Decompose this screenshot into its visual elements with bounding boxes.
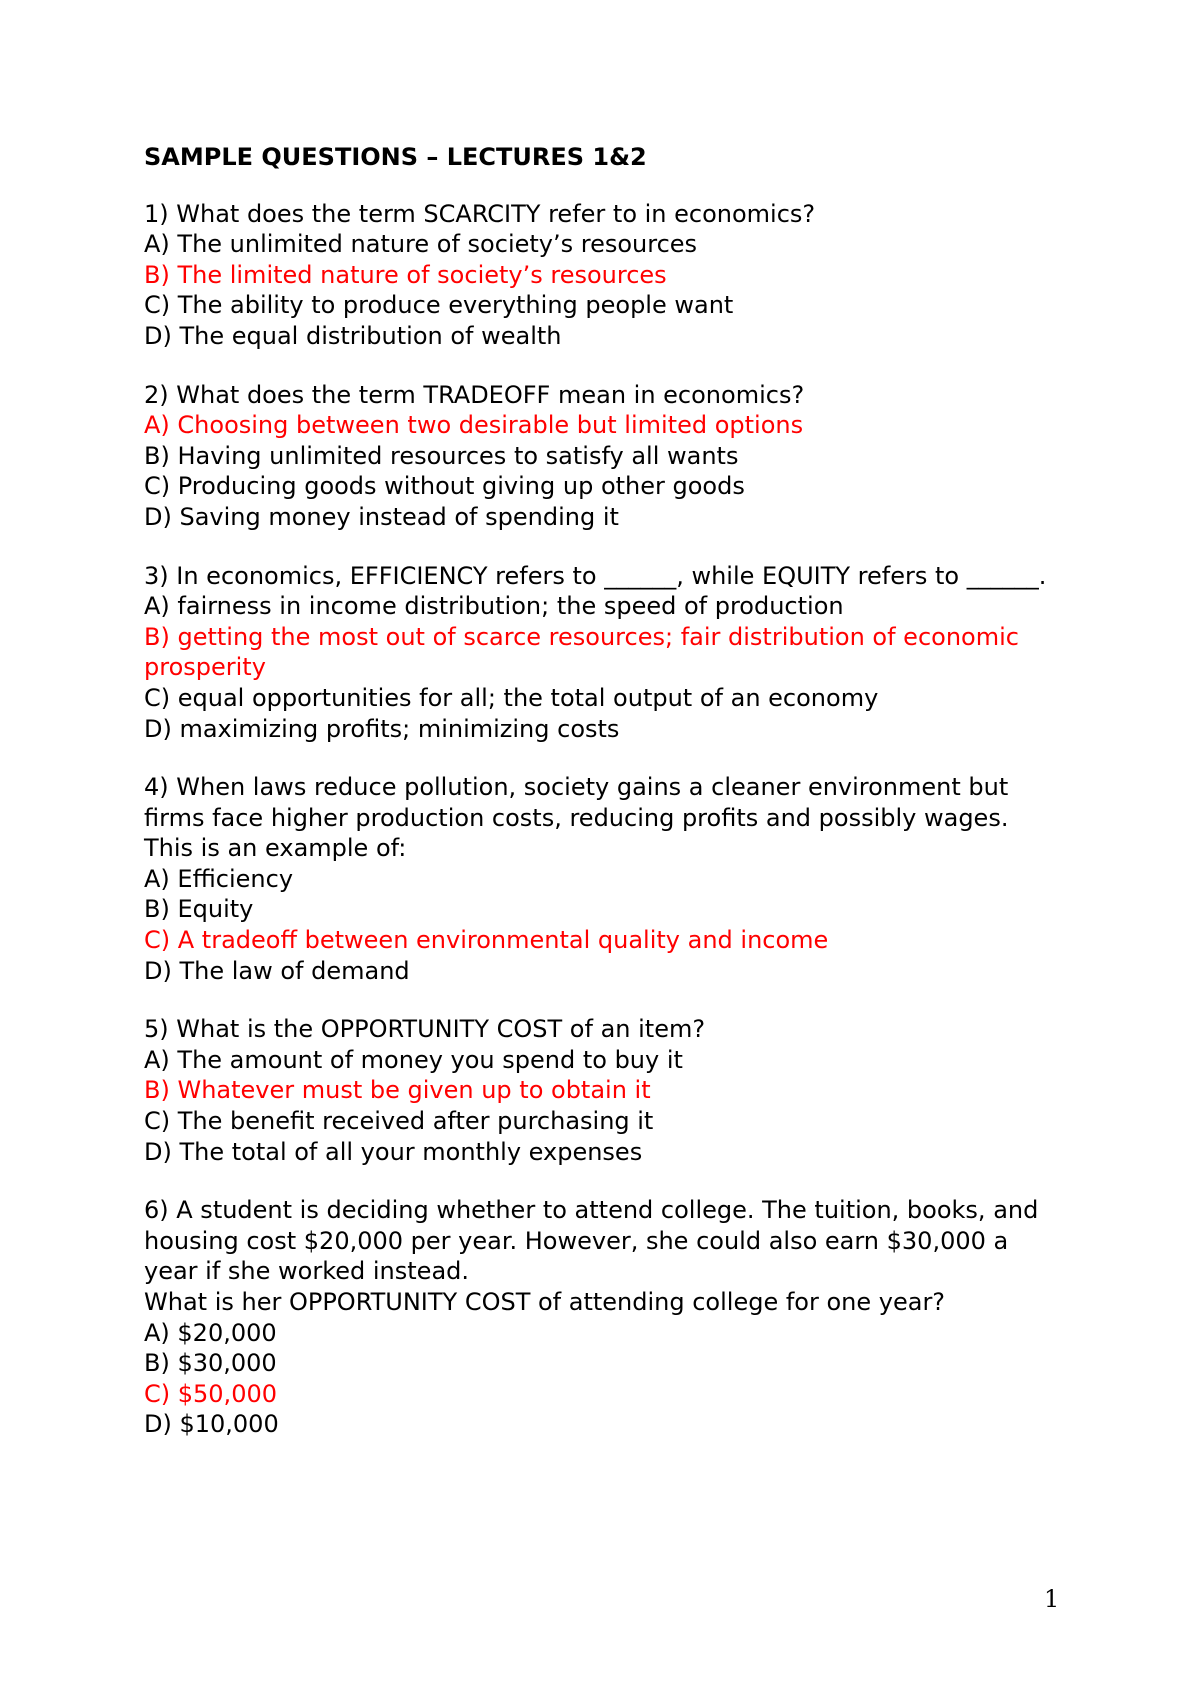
answer-option-c: C) The benefit received after purchasing it: [144, 1107, 654, 1136]
answer-option-c: C) Producing goods without giving up other goods: [144, 472, 745, 501]
answer-option-b: B) Equity: [144, 895, 254, 924]
answer-option-b: B) Whatever must be given up to obtain it: [144, 1076, 651, 1105]
page-number: 1: [1044, 1585, 1060, 1613]
question-2: [144, 380, 1064, 533]
answer-option-d: D) The law of demand: [144, 956, 410, 985]
answer-option-c: C) The ability to produce everything people want: [144, 291, 734, 320]
question-4: [144, 772, 1064, 986]
document-body: [144, 142, 1064, 1468]
answer-option-b: B) $30,000: [144, 1349, 277, 1378]
answer-option-a: A) Choosing between two desirable but limited options: [144, 411, 804, 440]
answer-option-a: A) The unlimited nature of society’s resources: [144, 230, 698, 259]
question-5: [144, 1014, 1064, 1167]
question-prompt: 5) What is the OPPORTUNITY COST of an item?: [144, 1015, 706, 1044]
answer-option-d: D) The equal distribution of wealth: [144, 321, 562, 350]
question-prompt: 4) When laws reduce pollution, society gains a cleaner environment but firms face higher production costs, reducing profits and possibly wages. This is an example of:: [144, 773, 1009, 863]
page-title: SAMPLE QUESTIONS – LECTURES 1&2: [144, 143, 647, 171]
answer-option-a: A) Efficiency: [144, 864, 294, 893]
answer-option-c: C) $50,000: [144, 1379, 277, 1408]
question-prompt-continued: What is her OPPORTUNITY COST of attending college for one year?: [144, 1288, 946, 1316]
answer-option-d: D) $10,000: [144, 1410, 279, 1439]
question-prompt: 1) What does the term SCARCITY refer to in economics?: [144, 199, 816, 228]
answer-option-d: D) The total of all your monthly expenses: [144, 1137, 643, 1166]
question-3: [144, 561, 1064, 745]
answer-option-c: C) equal opportunities for all; the total output of an economy: [144, 683, 879, 712]
question-prompt: 3) In economics, EFFICIENCY refers to ______, while EQUITY refers to ______.: [144, 561, 1047, 590]
answer-option-c: C) A tradeoff between environmental quality and income: [144, 926, 829, 955]
answer-option-b: B) Having unlimited resources to satisfy all wants: [144, 441, 739, 470]
answer-option-b: B) The limited nature of society’s resources: [144, 260, 667, 289]
answer-option-b: B) getting the most out of scarce resources; fair distribution of economic prosperity: [144, 622, 1019, 682]
answer-option-a: A) fairness in income distribution; the speed of production: [144, 592, 844, 621]
answer-option-a: A) The amount of money you spend to buy it: [144, 1045, 683, 1074]
question-6: [144, 1195, 1064, 1440]
question-prompt: 6) A student is deciding whether to attend college. The tuition, books, and housing cost $20,000 per year. However, she could also earn $30,000 a year if she worked instead.: [144, 1196, 1039, 1286]
answer-option-d: D) maximizing profits; minimizing costs: [144, 714, 620, 743]
question-prompt: 2) What does the term TRADEOFF mean in economics?: [144, 380, 805, 409]
answer-option-a: A) $20,000: [144, 1318, 277, 1347]
question-1: [144, 199, 1064, 352]
answer-option-d: D) Saving money instead of spending it: [144, 502, 619, 531]
